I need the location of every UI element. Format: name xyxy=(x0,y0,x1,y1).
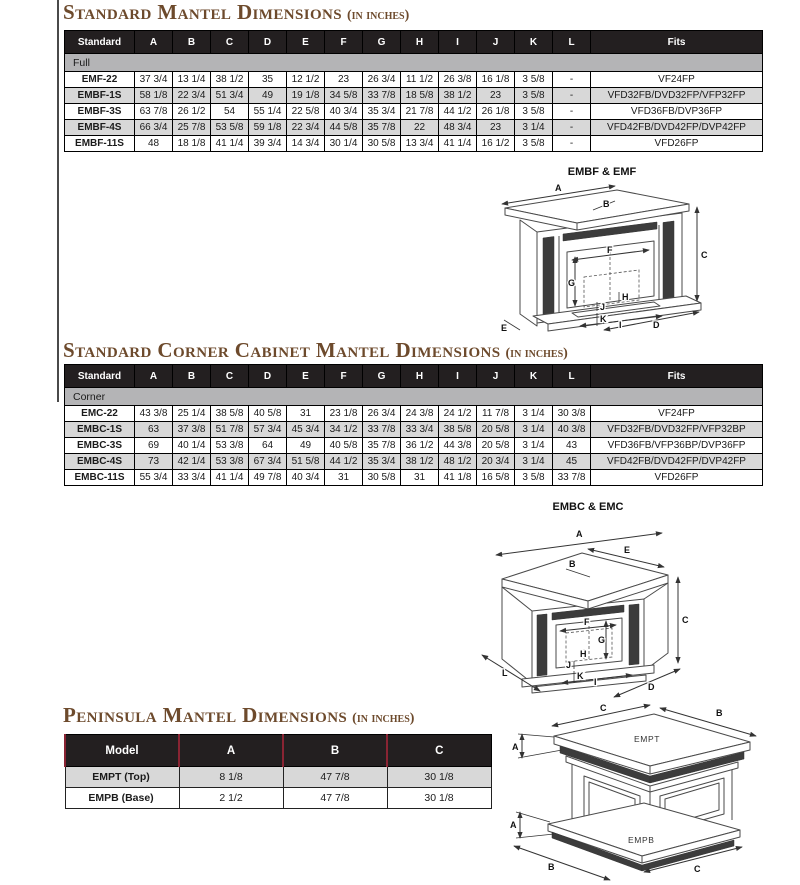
table-body xyxy=(65,767,491,809)
dim-cell: 63 7/8 xyxy=(135,104,173,120)
dim-label-c-base: C xyxy=(694,864,701,874)
dim-cell: 18 1/8 xyxy=(173,136,211,152)
dim-cell: 55 1/4 xyxy=(249,104,287,120)
dim-cell: 48 xyxy=(135,136,173,152)
dim-cell: 33 7/8 xyxy=(553,470,591,486)
dim-cell: 33 7/8 xyxy=(363,88,401,104)
table-row xyxy=(65,72,763,88)
corner-section-heading xyxy=(63,338,568,363)
dim-cell: 35 xyxy=(249,72,287,88)
dim-cell: 47 7/8 xyxy=(283,767,387,788)
table-header xyxy=(65,735,491,767)
section-title-note: (in inches) xyxy=(505,346,568,361)
dim-cell: 55 3/4 xyxy=(135,470,173,486)
column-header: Model xyxy=(65,735,179,767)
dim-cell: 25 7/8 xyxy=(173,120,211,136)
standard-section-heading xyxy=(63,0,409,25)
fits-cell: VF24FP xyxy=(591,406,763,422)
table-header xyxy=(65,31,763,54)
dim-cell: 44 5/8 xyxy=(325,120,363,136)
dim-cell: 43 3/8 xyxy=(135,406,173,422)
dim-cell: 11 1/2 xyxy=(401,72,439,88)
column-header: H xyxy=(401,365,439,388)
dim-cell: - xyxy=(553,136,591,152)
dim-label-b-top: B xyxy=(716,708,723,718)
dim-cell: 13 1/4 xyxy=(173,72,211,88)
table-row xyxy=(65,136,763,152)
section-title: Standard Corner Cabinet Mantel Dimensions xyxy=(63,338,501,362)
table-body xyxy=(65,72,763,152)
dim-cell: 8 1/8 xyxy=(179,767,283,788)
column-header: Fits xyxy=(591,31,763,54)
dim-cell: 64 xyxy=(249,438,287,454)
fits-cell: VFD32FB/DVD32FP/VFP32FP xyxy=(591,88,763,104)
dim-cell: 53 3/8 xyxy=(211,454,249,470)
table-row xyxy=(65,788,491,809)
dim-cell: 41 1/8 xyxy=(439,470,477,486)
dim-cell: 51 7/8 xyxy=(211,422,249,438)
dim-cell: 30 5/8 xyxy=(363,136,401,152)
table-row xyxy=(65,438,763,454)
fits-cell: VFD42FB/DVD42FP/DVP42FP xyxy=(591,120,763,136)
fits-cell: VFD36FB/VFP36BP/DVP36FP xyxy=(591,438,763,454)
page-edge-rule xyxy=(57,0,59,402)
dim-cell: 30 5/8 xyxy=(363,470,401,486)
column-header: J xyxy=(477,31,515,54)
dim-label-h: H xyxy=(580,649,587,659)
column-header: A xyxy=(135,365,173,388)
model-cell: EMBC-3S xyxy=(65,438,135,454)
dim-cell: 18 5/8 xyxy=(401,88,439,104)
dim-cell: 59 1/8 xyxy=(249,120,287,136)
dim-label-a: A xyxy=(576,529,583,539)
section-title: Peninsula Mantel Dimensions xyxy=(63,703,348,727)
dim-label-e: E xyxy=(501,323,508,332)
dim-cell: 40 5/8 xyxy=(249,406,287,422)
column-header: A xyxy=(179,735,283,767)
dim-cell: 22 3/4 xyxy=(287,120,325,136)
dim-cell: 34 1/2 xyxy=(325,422,363,438)
model-cell: EMBF-3S xyxy=(65,104,135,120)
dim-cell: 23 xyxy=(477,88,515,104)
dim-cell: 33 7/8 xyxy=(363,422,401,438)
dim-label-l: L xyxy=(502,668,508,678)
model-cell: EMBF-4S xyxy=(65,120,135,136)
dim-cell: 26 3/8 xyxy=(439,72,477,88)
dim-label-a-base: A xyxy=(510,820,517,830)
dim-cell: 22 3/4 xyxy=(173,88,211,104)
dim-label-g: G xyxy=(598,635,606,645)
column-header: K xyxy=(515,31,553,54)
model-cell: EMBF-1S xyxy=(65,88,135,104)
dim-cell: 49 7/8 xyxy=(249,470,287,486)
dim-label-c-top: C xyxy=(600,703,607,713)
dim-cell: 40 5/8 xyxy=(325,438,363,454)
model-cell: EMPT (Top) xyxy=(65,767,179,788)
dim-cell: 20 5/8 xyxy=(477,422,515,438)
dim-cell: 42 1/4 xyxy=(173,454,211,470)
table-row xyxy=(65,454,763,470)
unit-label-empt: EMPT xyxy=(634,734,661,744)
unit-label-empb: EMPB xyxy=(628,835,655,845)
diagram-title: EMBC & EMC xyxy=(552,501,624,513)
dim-cell: - xyxy=(553,120,591,136)
dim-cell: 51 5/8 xyxy=(287,454,325,470)
dim-cell: 14 3/4 xyxy=(287,136,325,152)
dim-cell: 49 xyxy=(249,88,287,104)
dim-cell: 23 xyxy=(325,72,363,88)
dim-cell: 44 3/8 xyxy=(439,438,477,454)
column-header: F xyxy=(325,365,363,388)
dim-cell: 35 3/4 xyxy=(363,454,401,470)
dim-cell: 53 5/8 xyxy=(211,120,249,136)
column-header: Standard xyxy=(65,365,135,388)
dim-cell: 40 3/8 xyxy=(553,422,591,438)
dim-cell: 38 1/2 xyxy=(401,454,439,470)
dim-cell: 30 1/4 xyxy=(325,136,363,152)
dim-cell: 54 xyxy=(211,104,249,120)
dim-label-c: C xyxy=(701,250,708,260)
column-header: L xyxy=(553,31,591,54)
dim-cell: 38 1/2 xyxy=(439,88,477,104)
dim-cell: 40 3/4 xyxy=(287,470,325,486)
dim-cell: 23 xyxy=(477,120,515,136)
peninsula-section-heading xyxy=(63,703,414,728)
dim-cell: 37 3/4 xyxy=(135,72,173,88)
dim-cell: 12 1/2 xyxy=(287,72,325,88)
dim-cell: 73 xyxy=(135,454,173,470)
dim-cell: - xyxy=(553,72,591,88)
model-cell: EMBC-4S xyxy=(65,454,135,470)
header-row xyxy=(65,365,763,388)
column-header: Fits xyxy=(591,365,763,388)
fits-cell: VFD42FB/DVD42FP/DVP42FP xyxy=(591,454,763,470)
standard-dimensions-table xyxy=(64,30,763,152)
dim-cell: 41 1/4 xyxy=(439,136,477,152)
table-row xyxy=(65,470,763,486)
column-header: C xyxy=(211,365,249,388)
dim-label-j: J xyxy=(566,660,572,670)
dim-cell: 44 1/2 xyxy=(325,454,363,470)
column-header: E xyxy=(287,365,325,388)
dim-label-j: J xyxy=(600,302,606,312)
dim-label-i: I xyxy=(619,320,622,330)
group-row xyxy=(65,54,763,72)
table-row xyxy=(65,88,763,104)
group-label-cell: Corner xyxy=(65,388,763,406)
dim-cell: 47 7/8 xyxy=(283,788,387,809)
dim-cell: 45 xyxy=(553,454,591,470)
column-header: D xyxy=(249,31,287,54)
dim-cell: 49 xyxy=(287,438,325,454)
corner-mantel-diagram xyxy=(466,501,710,705)
dim-cell: 57 3/4 xyxy=(249,422,287,438)
fits-cell: VF24FP xyxy=(591,72,763,88)
dim-cell: 3 1/4 xyxy=(515,454,553,470)
dim-cell: 16 1/8 xyxy=(477,72,515,88)
table-body xyxy=(65,406,763,486)
column-header: Standard xyxy=(65,31,135,54)
dim-cell: - xyxy=(553,88,591,104)
peninsula-dimensions-table xyxy=(64,734,492,809)
corner-dimensions-table xyxy=(64,364,763,486)
dim-cell: 20 3/4 xyxy=(477,454,515,470)
dim-cell: 66 3/4 xyxy=(135,120,173,136)
dim-cell: 26 1/2 xyxy=(173,104,211,120)
fits-cell: VFD36FB/DVP36FP xyxy=(591,104,763,120)
dim-cell: 22 xyxy=(401,120,439,136)
column-header: E xyxy=(287,31,325,54)
table-row xyxy=(65,767,491,788)
dim-label-f: F xyxy=(607,245,613,255)
section-title-note: (in inches) xyxy=(347,8,410,23)
dim-cell: 33 3/4 xyxy=(173,470,211,486)
dim-label-d: D xyxy=(648,682,655,692)
dim-label-b-base: B xyxy=(548,862,555,872)
dim-cell: 23 1/8 xyxy=(325,406,363,422)
dim-cell: 31 xyxy=(287,406,325,422)
dim-label-k: K xyxy=(600,314,607,324)
dim-cell: 3 5/8 xyxy=(515,136,553,152)
dim-cell: 44 1/2 xyxy=(439,104,477,120)
dim-cell: 35 7/8 xyxy=(363,438,401,454)
dim-cell: 58 1/8 xyxy=(135,88,173,104)
column-header: G xyxy=(363,31,401,54)
model-cell: EMC-22 xyxy=(65,406,135,422)
table-row xyxy=(65,104,763,120)
column-header: B xyxy=(173,31,211,54)
dim-cell: 40 3/4 xyxy=(325,104,363,120)
column-header: B xyxy=(173,365,211,388)
column-header: C xyxy=(387,735,491,767)
dim-cell: 3 1/4 xyxy=(515,438,553,454)
column-header: A xyxy=(135,31,173,54)
dim-cell: 63 xyxy=(135,422,173,438)
dim-cell: 48 3/4 xyxy=(439,120,477,136)
dim-cell: 35 3/4 xyxy=(363,104,401,120)
dim-cell: 21 7/8 xyxy=(401,104,439,120)
fits-cell: VFD26FP xyxy=(591,136,763,152)
dim-cell: 36 1/2 xyxy=(401,438,439,454)
column-header: I xyxy=(439,365,477,388)
dim-cell: 2 1/2 xyxy=(179,788,283,809)
dim-cell: 38 5/8 xyxy=(211,406,249,422)
dim-cell: 22 5/8 xyxy=(287,104,325,120)
group-label-cell: Full xyxy=(65,54,763,72)
standard-mantel-drawing xyxy=(487,180,712,332)
column-header: K xyxy=(515,365,553,388)
column-header: L xyxy=(553,365,591,388)
fits-cell: VFD26FP xyxy=(591,470,763,486)
column-header: D xyxy=(249,365,287,388)
model-cell: EMPB (Base) xyxy=(65,788,179,809)
dim-cell: 16 5/8 xyxy=(477,470,515,486)
dim-cell: 38 5/8 xyxy=(439,422,477,438)
dim-label-f: F xyxy=(584,617,590,627)
column-header: F xyxy=(325,31,363,54)
dim-label-k: K xyxy=(577,671,584,681)
section-title-note: (in inches) xyxy=(352,711,415,726)
dim-label-a-top: A xyxy=(512,742,519,752)
dim-cell: 38 1/2 xyxy=(211,72,249,88)
dim-cell: 31 xyxy=(325,470,363,486)
group-row xyxy=(65,388,763,406)
dim-cell: 26 1/8 xyxy=(477,104,515,120)
dim-cell: 41 1/4 xyxy=(211,470,249,486)
dim-cell: 24 3/8 xyxy=(401,406,439,422)
dim-cell: 3 1/4 xyxy=(515,422,553,438)
column-header: B xyxy=(283,735,387,767)
table-row xyxy=(65,422,763,438)
header-row xyxy=(65,735,491,767)
dim-cell: 13 3/4 xyxy=(401,136,439,152)
dim-cell: 51 3/4 xyxy=(211,88,249,104)
fits-cell: VFD32FB/DVD32FP/VFP32BP xyxy=(591,422,763,438)
dim-cell: 39 3/4 xyxy=(249,136,287,152)
dim-cell: 37 3/8 xyxy=(173,422,211,438)
dim-cell: 40 1/4 xyxy=(173,438,211,454)
standard-mantel-diagram xyxy=(487,166,717,337)
dim-label-h: H xyxy=(622,292,629,302)
dim-label-g: G xyxy=(568,278,576,288)
dim-cell: 3 5/8 xyxy=(515,104,553,120)
dim-label-e: E xyxy=(624,545,631,555)
table-header xyxy=(65,365,763,388)
dim-cell: 24 1/2 xyxy=(439,406,477,422)
dim-cell: 25 1/4 xyxy=(173,406,211,422)
column-header: C xyxy=(211,31,249,54)
column-header: G xyxy=(363,365,401,388)
dim-cell: - xyxy=(553,104,591,120)
dim-cell: 45 3/4 xyxy=(287,422,325,438)
table-row xyxy=(65,120,763,136)
dim-label-b: B xyxy=(603,199,610,209)
model-cell: EMBC-11S xyxy=(65,470,135,486)
column-header: I xyxy=(439,31,477,54)
dim-label-b: B xyxy=(569,559,576,569)
dim-cell: 41 1/4 xyxy=(211,136,249,152)
dim-cell: 3 5/8 xyxy=(515,72,553,88)
model-cell: EMBC-1S xyxy=(65,422,135,438)
dim-cell: 30 1/8 xyxy=(387,788,491,809)
dim-cell: 30 1/8 xyxy=(387,767,491,788)
dim-cell: 69 xyxy=(135,438,173,454)
peninsula-diagram xyxy=(492,700,797,885)
column-header: H xyxy=(401,31,439,54)
dim-cell: 3 5/8 xyxy=(515,88,553,104)
dim-cell: 53 3/8 xyxy=(211,438,249,454)
model-cell: EMBF-11S xyxy=(65,136,135,152)
dim-cell: 3 1/4 xyxy=(515,120,553,136)
corner-mantel-drawing xyxy=(466,515,706,700)
model-cell: EMF-22 xyxy=(65,72,135,88)
dim-label-d: D xyxy=(653,320,660,330)
header-row xyxy=(65,31,763,54)
dim-cell: 3 5/8 xyxy=(515,470,553,486)
diagram-title: EMBF & EMF xyxy=(567,166,637,178)
section-title: Standard Mantel Dimensions xyxy=(63,0,342,24)
dim-cell: 11 7/8 xyxy=(477,406,515,422)
dim-label-a: A xyxy=(555,183,562,193)
dim-cell: 26 3/4 xyxy=(363,406,401,422)
dim-label-i: I xyxy=(594,677,597,687)
dim-cell: 30 3/8 xyxy=(553,406,591,422)
column-header: J xyxy=(477,365,515,388)
dim-cell: 34 5/8 xyxy=(325,88,363,104)
dim-label-c: C xyxy=(682,615,689,625)
dim-cell: 3 1/4 xyxy=(515,406,553,422)
dim-cell: 26 3/4 xyxy=(363,72,401,88)
dim-cell: 31 xyxy=(401,470,439,486)
dim-cell: 67 3/4 xyxy=(249,454,287,470)
table-row xyxy=(65,406,763,422)
dim-cell: 20 5/8 xyxy=(477,438,515,454)
peninsula-drawing xyxy=(492,700,792,883)
dim-cell: 33 3/4 xyxy=(401,422,439,438)
dim-cell: 43 xyxy=(553,438,591,454)
dim-cell: 19 1/8 xyxy=(287,88,325,104)
dim-cell: 48 1/2 xyxy=(439,454,477,470)
dim-cell: 16 1/2 xyxy=(477,136,515,152)
dim-cell: 35 7/8 xyxy=(363,120,401,136)
